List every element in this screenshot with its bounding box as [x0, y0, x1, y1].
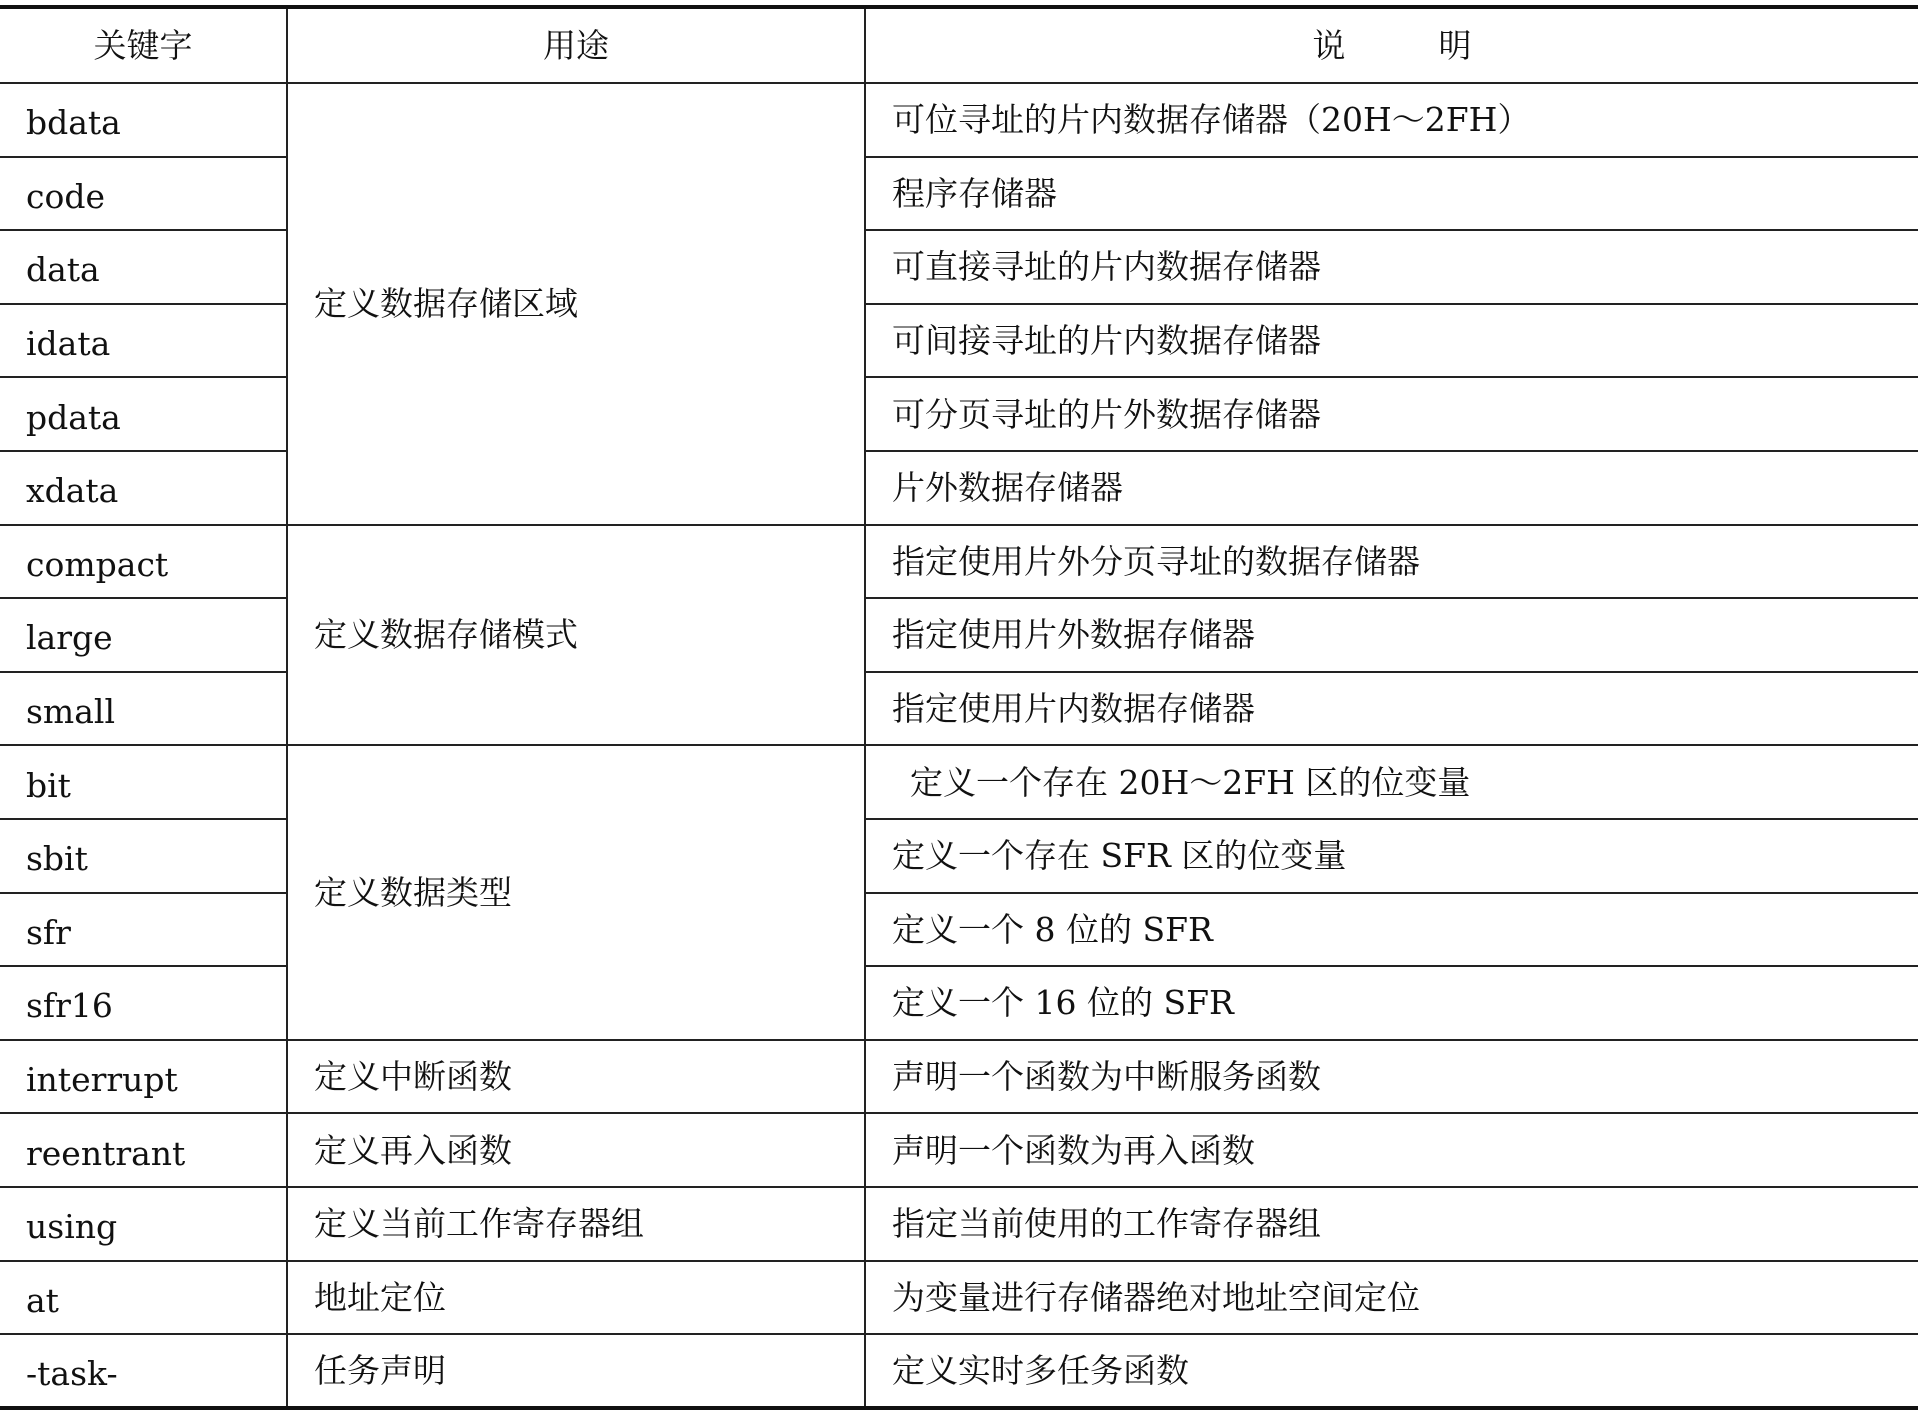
description-cell: 声明一个函数为中断服务函数 [865, 1040, 1918, 1114]
table-row [0, 83, 1918, 157]
keyword-cell: idata [0, 304, 287, 378]
keyword-cell: using [0, 1187, 287, 1261]
keyword-cell: sfr [0, 893, 287, 967]
description-cell: 定义一个 16 位的 SFR [865, 966, 1918, 1040]
purpose-cell: 定义数据存储模式 [287, 525, 865, 746]
header-row [0, 7, 1918, 83]
table-row [0, 1113, 1918, 1187]
description-cell: 定义一个存在 SFR 区的位变量 [865, 819, 1918, 893]
keyword-cell: compact [0, 525, 287, 599]
table-row [0, 525, 1918, 599]
table-body [0, 83, 1918, 1408]
description-cell: 可位寻址的片内数据存储器（20H～2FH） [865, 83, 1918, 157]
keyword-cell: pdata [0, 377, 287, 451]
table-header [0, 7, 1918, 83]
header-purpose: 用途 [287, 7, 865, 83]
purpose-cell: 地址定位 [287, 1261, 865, 1335]
header-keyword: 关键字 [0, 7, 287, 83]
purpose-cell: 定义数据类型 [287, 745, 865, 1039]
keyword-cell: bit [0, 745, 287, 819]
description-cell: 可间接寻址的片内数据存储器 [865, 304, 1918, 378]
keyword-cell: sbit [0, 819, 287, 893]
description-cell: 片外数据存储器 [865, 451, 1918, 525]
keyword-cell: -task- [0, 1334, 287, 1408]
description-cell: 指定使用片内数据存储器 [865, 672, 1918, 746]
description-cell: 可分页寻址的片外数据存储器 [865, 377, 1918, 451]
purpose-cell: 任务声明 [287, 1334, 865, 1408]
keyword-cell: data [0, 230, 287, 304]
purpose-cell: 定义再入函数 [287, 1113, 865, 1187]
description-cell: 指定使用片外分页寻址的数据存储器 [865, 525, 1918, 599]
description-cell: 程序存储器 [865, 157, 1918, 231]
keyword-cell: xdata [0, 451, 287, 525]
keyword-cell: large [0, 598, 287, 672]
keyword-cell: code [0, 157, 287, 231]
table-row [0, 1261, 1918, 1335]
keyword-cell: reentrant [0, 1113, 287, 1187]
keyword-cell: small [0, 672, 287, 746]
keyword-table [0, 5, 1918, 1410]
keyword-cell: at [0, 1261, 287, 1335]
table-row [0, 745, 1918, 819]
table-row [0, 1187, 1918, 1261]
purpose-cell: 定义中断函数 [287, 1040, 865, 1114]
purpose-cell: 定义当前工作寄存器组 [287, 1187, 865, 1261]
description-cell: 可直接寻址的片内数据存储器 [865, 230, 1918, 304]
description-cell: 声明一个函数为再入函数 [865, 1113, 1918, 1187]
keyword-cell: interrupt [0, 1040, 287, 1114]
keyword-cell: bdata [0, 83, 287, 157]
header-description: 说 明 [865, 7, 1918, 83]
keyword-cell: sfr16 [0, 966, 287, 1040]
purpose-cell: 定义数据存储区域 [287, 83, 865, 525]
description-cell: 定义实时多任务函数 [865, 1334, 1918, 1408]
description-cell: 指定使用片外数据存储器 [865, 598, 1918, 672]
table-row [0, 1334, 1918, 1408]
description-cell: 指定当前使用的工作寄存器组 [865, 1187, 1918, 1261]
description-cell: 定义一个存在 20H～2FH 区的位变量 [865, 745, 1918, 819]
description-cell: 为变量进行存储器绝对地址空间定位 [865, 1261, 1918, 1335]
table-row [0, 1040, 1918, 1114]
description-cell: 定义一个 8 位的 SFR [865, 893, 1918, 967]
